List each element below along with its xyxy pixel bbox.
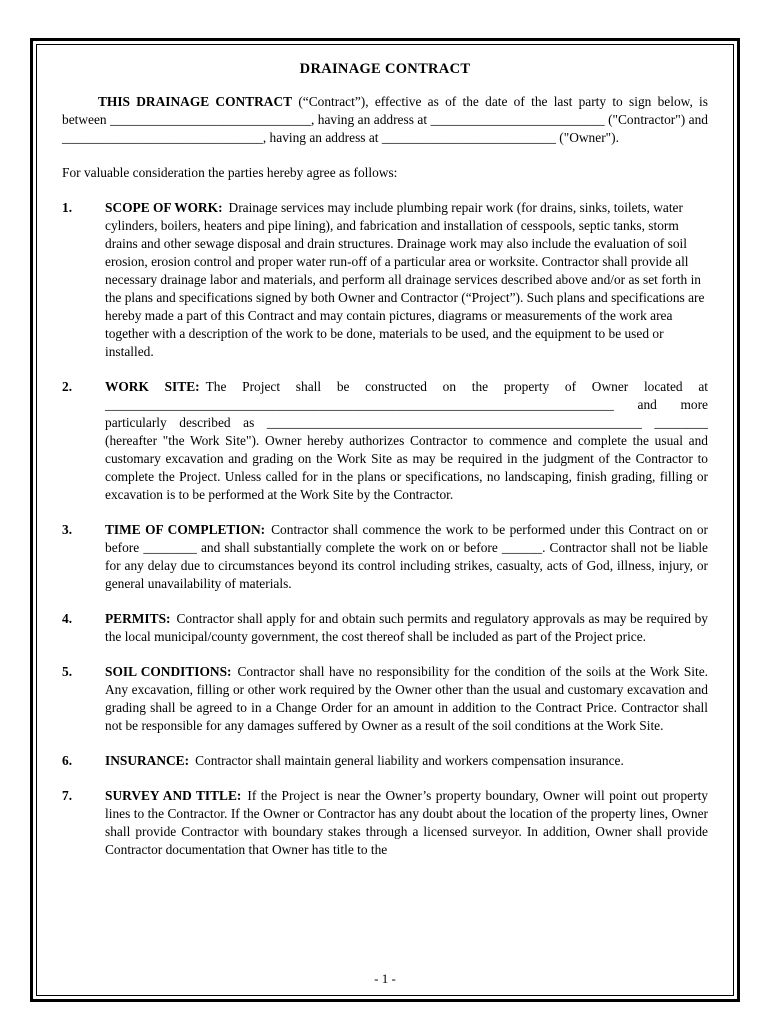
- section-insurance: [62, 752, 708, 770]
- section-text: and more particularly described as: [105, 397, 708, 430]
- page-border-outer: [30, 38, 740, 1002]
- intro-text-4: , having an address at: [262, 130, 382, 145]
- section-body: [105, 610, 708, 646]
- work-site-location-blank: ____________________________________________________________________________: [105, 397, 614, 412]
- section-number: 2.: [62, 379, 73, 394]
- section-text: If the Project is near the Owner’s property boundary, Owner will point out property lines to the Contractor. If the Owner or Contractor has any doubt about the location of the property lines, Owner shall provide Contractor with boundary stakes through a licensed surveyor. In addition, Owner shall provide Contractor documentation that Owner has title to the: [105, 788, 708, 857]
- section-number: 6.: [62, 753, 73, 768]
- intro-text-5: ("Owner").: [555, 130, 619, 145]
- section-body: [105, 787, 708, 859]
- section-heading: PERMITS:: [105, 611, 171, 626]
- section-permits: [62, 610, 708, 646]
- page-number: - 1 -: [37, 971, 733, 987]
- section-body: [105, 752, 708, 770]
- section-body: [105, 199, 708, 361]
- section-number: 4.: [62, 611, 73, 626]
- blank-gap: [642, 415, 655, 430]
- section-heading: TIME OF COMPLETION:: [105, 522, 266, 537]
- contractor-address-blank: __________________________: [430, 112, 605, 127]
- section-text: Drainage services may include plumbing repair work (for drains, sinks, toilets, water cylinders, boilers, heaters and pipe lining), and fabrication and installation of cesspools, septic tanks, storm drains and other sewage disposal and drain structures. Drainage work may also include the evaluation of soil erosion, erosion control and proper water run-off of a particular area or worksite. Contractor shall provide all necessary drainage labor and materials, and perform all drainage services described above and/or as set forth in the plans and specifications signed by both Owner and Contractor (“Project”). Such plans and specifications are hereby made a part of this Contract and may contain pictures, diagrams or measurements of the work area together with a description of the work to be done, materials to be used, and the equipment to be used or installed.: [105, 200, 705, 359]
- consideration-paragraph: For valuable consideration the parties hereby agree as follows:: [62, 165, 398, 180]
- intro-paragraph: [62, 93, 708, 147]
- work-site-description-blank: ________________________________________________________: [266, 415, 642, 430]
- owner-address-blank: __________________________: [381, 130, 556, 145]
- intro-lead-text: THIS DRAINAGE CONTRACT: [98, 94, 293, 109]
- completion-date-blank: ______: [501, 540, 543, 555]
- intro-text-2: , having an address at: [310, 112, 431, 127]
- section-heading: SURVEY AND TITLE:: [105, 788, 242, 803]
- intro-text-1: (“Contract”), effective as of the date of the last party to sign below, is between: [62, 94, 708, 127]
- section-text: Contractor shall have no responsibility for the condition of the soils at the Work Site. Any excavation, filling or other work required by the Owner other than the usual and customary excavation and grading shall be agreed to in a Change Order for an amount in addition to the Contract Price. Contractor shall not be responsible for any damages suffered by Owner as a result of the soil conditions at the Work Site.: [105, 664, 708, 733]
- work-site-description-blank-2: ________: [654, 415, 708, 430]
- section-soil-conditions: [62, 663, 708, 735]
- section-work-site: [62, 378, 708, 504]
- section-heading: SCOPE OF WORK:: [105, 200, 223, 215]
- section-scope-of-work: [62, 199, 708, 361]
- section-number: 7.: [62, 788, 73, 803]
- section-time-of-completion: [62, 521, 708, 593]
- section-text: Contractor shall commence the work to be performed under this Contract on or before: [105, 522, 708, 555]
- section-text: and shall substantially complete the work on or before: [196, 540, 502, 555]
- commencement-date-blank: ________: [143, 540, 197, 555]
- section-body: [105, 378, 708, 504]
- document-title: DRAINAGE CONTRACT: [299, 61, 471, 77]
- section-text: . Contractor shall not be liable for any delay due to circumstances beyond its control including strikes, casualty, acts of God, illness, injury, or general unavailability of materials.: [105, 540, 709, 591]
- section-heading: WORK SITE:: [105, 379, 200, 394]
- section-heading: SOIL CONDITIONS:: [105, 664, 232, 679]
- section-text: Contractor shall maintain general liability and workers compensation insurance.: [195, 753, 624, 768]
- section-heading: INSURANCE:: [105, 753, 190, 768]
- section-number: 5.: [62, 664, 73, 679]
- section-number: 3.: [62, 522, 73, 537]
- section-text: The Project shall be constructed on the property of Owner located at: [205, 379, 708, 394]
- section-survey-and-title: [62, 787, 708, 859]
- section-body: [105, 663, 708, 735]
- page-border-inner: [36, 44, 734, 996]
- contractor-name-blank: ______________________________: [110, 112, 311, 127]
- section-number: 1.: [62, 200, 73, 215]
- section-text: Contractor shall apply for and obtain such permits and regulatory approvals as may be required by the local municipal/county government, the cost thereof shall be included as part of the Project price.: [105, 611, 708, 644]
- section-text: (hereafter "the Work Site"). Owner hereby authorizes Contractor to commence and complete the usual and customary excavation and grading on the Work Site as may be required in the judgment of the Contractor to complete the Project. Unless called for in the plans or specifications, no landscaping, finish grading, filling or excavation is to be performed at the Work Site by the Contractor.: [105, 433, 708, 502]
- owner-name-blank: ______________________________: [62, 130, 263, 145]
- intro-text-3: ("Contractor") and: [604, 112, 708, 127]
- section-body: [105, 521, 708, 593]
